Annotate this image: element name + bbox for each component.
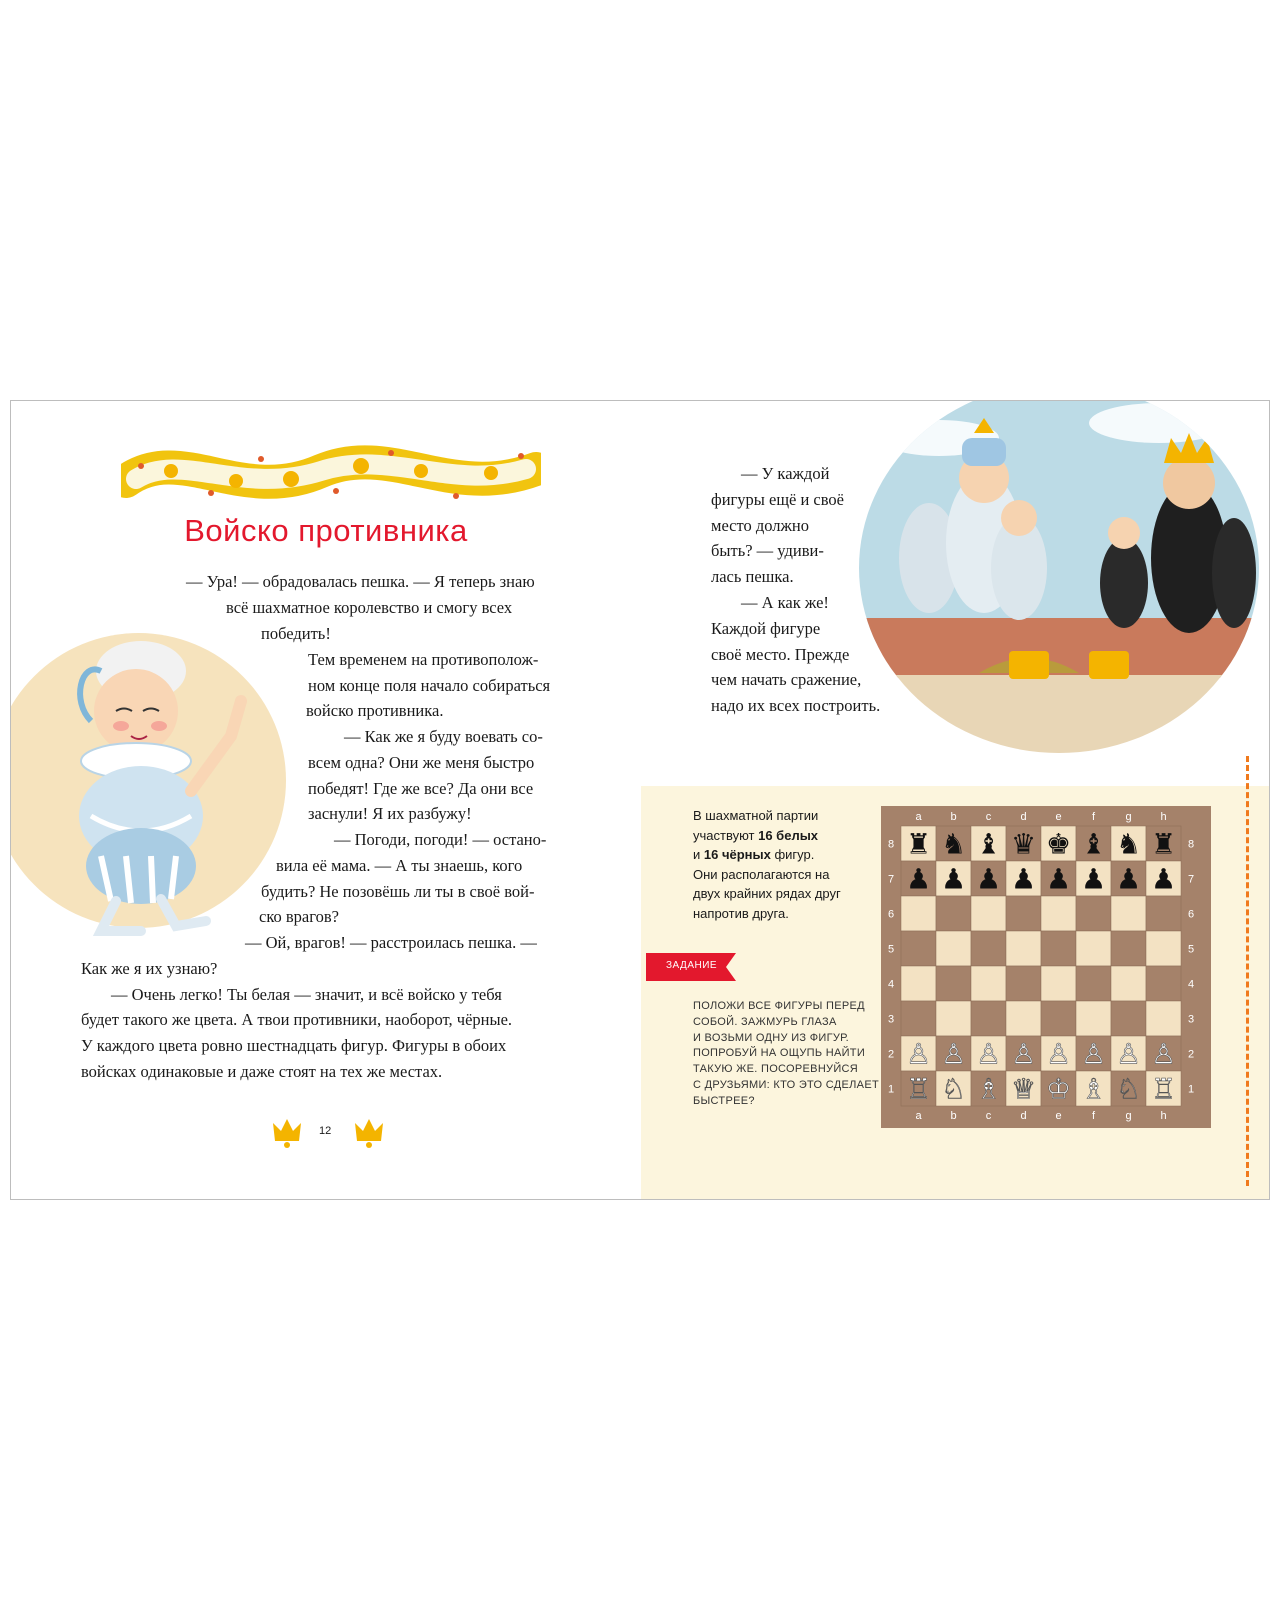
file-label: h	[1160, 811, 1167, 823]
dialog-line: Каждой фигуре	[711, 618, 821, 638]
rank-label: 1	[887, 1083, 895, 1096]
story-text-line: ном конце поля начало собираться	[308, 676, 551, 695]
white-chess-piece: ♖	[905, 1072, 932, 1106]
file-label: c	[985, 1110, 992, 1122]
story-text-line: У каждого цвета ровно шестнадцать фигур. Фигуры в обоих	[81, 1036, 507, 1055]
board-square	[971, 931, 1006, 966]
board-square	[1006, 966, 1041, 1001]
info-text-part: участвуют	[693, 827, 759, 843]
story-text-line: всем одна? Они же меня быстро	[308, 753, 535, 772]
info-line: В шахматной партии	[693, 808, 819, 823]
board-square	[1076, 931, 1111, 966]
white-chess-piece: ♙	[1115, 1037, 1142, 1071]
rank-label: 8	[1187, 838, 1195, 851]
story-text-line: вила её мама. — А ты знаешь, кого	[276, 856, 523, 875]
board-square	[936, 931, 971, 966]
dialog-line: быть? — удиви-	[711, 541, 824, 561]
chessboard	[881, 806, 1211, 1128]
story-text-line: победить!	[261, 624, 331, 643]
story-text-line: всё шахматное королевство и смогу всех	[226, 598, 513, 617]
board-square	[901, 896, 936, 931]
board-square	[971, 896, 1006, 931]
tinsel-banner-illustration	[121, 441, 541, 511]
info-bold-count: 16 белых	[758, 827, 819, 843]
info-text-part: фигур.	[770, 847, 815, 862]
info-text	[693, 806, 883, 923]
board-square	[936, 1001, 971, 1036]
rank-label: 6	[1187, 908, 1195, 921]
board-square	[1006, 1001, 1041, 1036]
white-chess-piece: ♙	[1150, 1037, 1177, 1071]
dialog-line: — А как же!	[741, 592, 829, 612]
board-square	[1006, 931, 1041, 966]
file-label: b	[950, 811, 957, 823]
story-text-line: заснули! Я их разбужу!	[308, 804, 472, 823]
board-square	[1111, 1001, 1146, 1036]
task-line: ТАКУЮ ЖЕ. ПОСОРЕВНУЙСЯ	[693, 1063, 859, 1076]
story-text-line: Как же я их узнаю?	[81, 959, 218, 978]
rank-label: 3	[887, 1013, 895, 1026]
info-bold-count: 16 чёрных	[703, 847, 771, 862]
file-label: d	[1020, 1110, 1027, 1122]
black-chess-piece: ♝	[1080, 827, 1107, 861]
board-square	[1146, 931, 1181, 966]
board-square	[1041, 896, 1076, 931]
story-text-line: — Как же я буду воевать со-	[344, 727, 543, 746]
board-square	[901, 1001, 936, 1036]
board-square	[1076, 1001, 1111, 1036]
black-chess-piece: ♟	[1150, 862, 1177, 896]
task-line: С ДРУЗЬЯМИ: КТО ЭТО СДЕЛАЕТ	[693, 1078, 879, 1091]
board-square	[1146, 896, 1181, 931]
crown-ornament-icon	[353, 1115, 385, 1149]
board-square	[1006, 896, 1041, 931]
info-line: Они располагаются на	[693, 866, 830, 882]
board-square	[901, 931, 936, 966]
board-square	[901, 966, 936, 1001]
board-square	[971, 1001, 1006, 1036]
story-text-line: войсках одинаковые и даже стоят на тех же местах.	[81, 1062, 443, 1081]
board-square	[1076, 896, 1111, 931]
rank-label: 7	[887, 873, 895, 886]
white-chess-piece: ♙	[1010, 1037, 1037, 1071]
file-label: b	[950, 1110, 957, 1122]
info-line	[693, 826, 883, 846]
rank-label: 7	[1187, 873, 1195, 886]
dialog-text	[711, 461, 880, 719]
dialog-line: своё место. Прежде	[711, 644, 850, 664]
task-label: ЗАДАНИЕ	[666, 960, 718, 971]
board-square	[1041, 966, 1076, 1001]
rank-label: 2	[887, 1048, 895, 1061]
black-chess-piece: ♚	[1045, 827, 1072, 861]
black-chess-piece: ♛	[1010, 827, 1037, 861]
white-chess-piece: ♖	[1150, 1072, 1177, 1106]
rank-label: 4	[1187, 978, 1195, 991]
black-chess-piece: ♟	[975, 862, 1002, 896]
white-chess-piece: ♘	[940, 1072, 967, 1106]
dialog-line: фигуры ещё и своё	[711, 489, 845, 509]
rank-label: 2	[1187, 1048, 1195, 1061]
file-label: e	[1055, 811, 1062, 823]
file-label: f	[1091, 811, 1096, 823]
chessboard-diagram	[881, 806, 1211, 1128]
task-line: ПОПРОБУЙ НА ОЩУПЬ НАЙТИ	[693, 1047, 866, 1060]
black-chess-piece: ♟	[905, 862, 932, 896]
file-label: e	[1055, 1110, 1062, 1122]
file-label: d	[1020, 811, 1027, 823]
black-chess-piece: ♟	[1010, 862, 1037, 896]
white-chess-piece: ♙	[1045, 1037, 1072, 1071]
info-line	[693, 845, 883, 865]
left-page	[11, 401, 641, 1199]
dialog-line: чем начать сражение,	[711, 670, 862, 690]
info-text-part: и	[693, 847, 704, 862]
story-text-line: ско врагов?	[259, 907, 339, 926]
white-chess-piece: ♕	[1010, 1072, 1037, 1106]
black-chess-piece: ♟	[1045, 862, 1072, 896]
board-square	[1111, 896, 1146, 931]
board-square	[936, 966, 971, 1001]
rank-label: 4	[887, 978, 895, 991]
task-line: ПОЛОЖИ ВСЕ ФИГУРЫ ПЕРЕД	[693, 1000, 865, 1012]
file-label: c	[985, 811, 992, 823]
file-label: a	[915, 811, 922, 823]
dashed-cut-line	[1246, 756, 1249, 1186]
white-chess-piece: ♙	[905, 1037, 932, 1071]
task-line: СОБОЙ. ЗАЖМУРЬ ГЛАЗА	[693, 1015, 837, 1028]
black-chess-piece: ♜	[1150, 827, 1177, 861]
dialog-line: лась пешка.	[711, 567, 794, 587]
board-square	[1111, 966, 1146, 1001]
file-label: a	[915, 1110, 922, 1122]
black-chess-piece: ♝	[975, 827, 1002, 861]
story-text-line: — Ой, врагов! — расстроилась пешка. —	[245, 933, 537, 952]
black-chess-piece: ♟	[940, 862, 967, 896]
white-chess-piece: ♙	[940, 1037, 967, 1071]
black-chess-piece: ♞	[940, 827, 967, 861]
rank-label: 1	[1187, 1083, 1195, 1096]
white-chess-piece: ♗	[975, 1072, 1002, 1106]
story-text-line: будет такого же цвета. А твои противники, наоборот, чёрные.	[81, 1010, 513, 1029]
story-text-line: — Очень легко! Ты белая — значит, и всё войско у тебя	[111, 985, 502, 1004]
rank-label: 5	[887, 943, 895, 956]
white-chess-piece: ♘	[1115, 1072, 1142, 1106]
white-chess-piece: ♙	[975, 1037, 1002, 1071]
story-text-line: — Погоди, погоди! — остано-	[334, 830, 547, 849]
rank-label: 3	[1187, 1013, 1195, 1026]
book-spread	[10, 400, 1270, 1200]
story-text-line: будить? Не позовёшь ли ты в своё вой-	[261, 882, 535, 901]
board-square	[1146, 966, 1181, 1001]
rank-label: 5	[1187, 943, 1195, 956]
story-text-line: Тем временем на противополож-	[308, 650, 539, 669]
right-page	[641, 401, 1270, 1199]
black-chess-piece: ♞	[1115, 827, 1142, 861]
story-text-line: — Ура! — обрадовалась пешка. — Я теперь знаю	[186, 572, 535, 591]
page-number: 12	[319, 1125, 332, 1137]
dialog-line: — У каждой	[741, 464, 830, 483]
white-chess-piece: ♗	[1080, 1072, 1107, 1106]
dialog-line: место должно	[711, 515, 810, 535]
task-ribbon	[646, 953, 736, 981]
file-label: f	[1091, 1110, 1096, 1122]
board-square	[1146, 1001, 1181, 1036]
task-line: БЫСТРЕЕ?	[693, 1094, 755, 1107]
black-chess-piece: ♟	[1115, 862, 1142, 896]
board-square	[971, 966, 1006, 1001]
story-text-line: войско противника.	[306, 701, 444, 720]
black-chess-piece: ♜	[905, 827, 932, 861]
dialog-line: надо их всех построить.	[711, 696, 881, 716]
task-line: И ВОЗЬМИ ОДНУ ИЗ ФИГУР.	[693, 1031, 850, 1044]
black-chess-piece: ♟	[1080, 862, 1107, 896]
info-line: двух крайних рядах друг	[693, 886, 841, 901]
board-square	[1041, 931, 1076, 966]
armies-scene-illustration	[859, 400, 1259, 753]
white-pawn-character-illustration	[31, 641, 261, 941]
page-title: Войско противника	[184, 513, 468, 548]
info-line: напротив друга.	[693, 905, 789, 921]
page-footer	[261, 1113, 401, 1153]
board-square	[1041, 1001, 1076, 1036]
file-label: g	[1125, 1110, 1132, 1122]
story-text-line: победят! Где же все? Да они все	[308, 779, 534, 798]
task-text	[693, 999, 893, 1110]
white-chess-piece: ♔	[1045, 1072, 1072, 1106]
white-chess-piece: ♙	[1080, 1037, 1107, 1071]
crown-ornament-icon	[271, 1115, 303, 1149]
board-square	[936, 896, 971, 931]
board-square	[1111, 931, 1146, 966]
rank-label: 8	[887, 838, 895, 851]
rank-label: 6	[887, 908, 895, 921]
board-square	[1076, 966, 1111, 1001]
file-label: g	[1125, 811, 1132, 823]
file-label: h	[1160, 1110, 1167, 1122]
